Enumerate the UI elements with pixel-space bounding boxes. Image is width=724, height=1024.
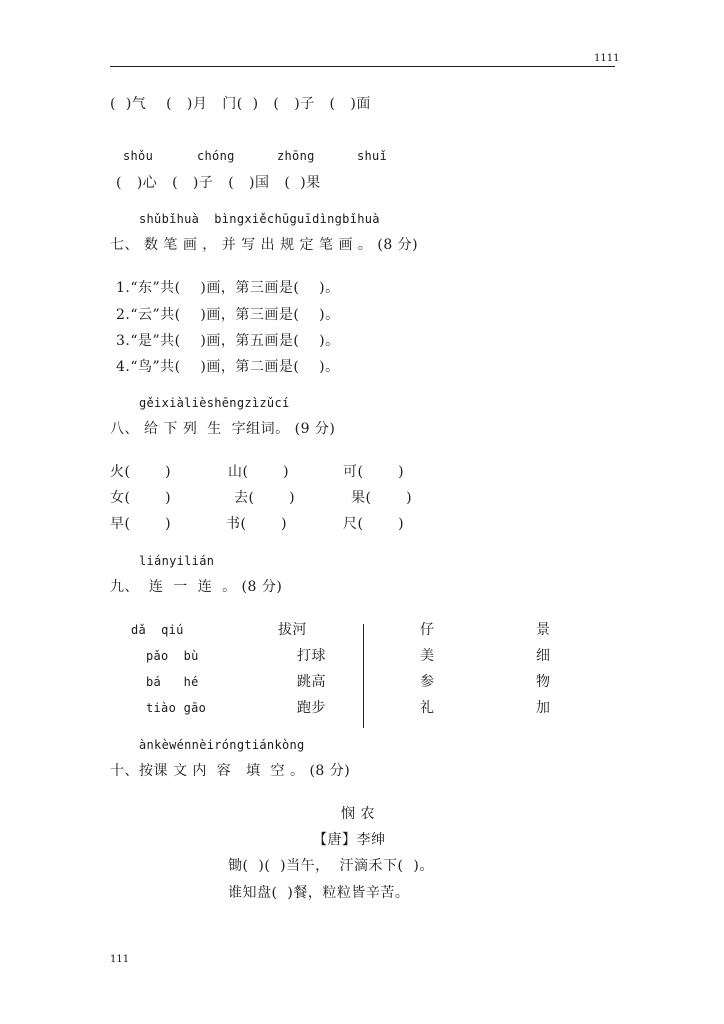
match-pinyin-2: pǎo bù xyxy=(146,649,199,663)
section-7-q1: 1.“东”共( )画，第三画是( )。 xyxy=(116,280,340,296)
section-8-r3c1: 早( ) xyxy=(110,516,172,532)
section-10-pinyin: ànkèwénnèiróngtiánkòng xyxy=(139,738,305,752)
fill-row-2: ( )心 ( )子 ( )国 ( )果 xyxy=(116,175,321,191)
section-8-pinyin: gěixiàlièshēngzìzǔcí xyxy=(139,396,290,410)
pinyin-shui: shuǐ xyxy=(357,149,388,163)
section-7-q4: 4.“鸟”共( )画，第二画是( )。 xyxy=(116,359,340,375)
match-word-3: 跳高 xyxy=(297,674,326,690)
match-pinyin-4: tiào gāo xyxy=(146,701,207,715)
poem-line-2: 谁知盘( )餐，粒粒皆辛苦。 xyxy=(228,885,410,901)
section-8-title: 八、 给 下 列 生 字组词。 (9 分) xyxy=(110,421,336,437)
match-left-char-2: 美 xyxy=(420,648,435,664)
match-right-char-4: 加 xyxy=(536,700,551,716)
pinyin-shou: shǒu xyxy=(123,149,154,163)
match-divider xyxy=(363,624,364,728)
poem-line-1: 锄( )( )当午， 汗滴禾下( )。 xyxy=(228,858,434,874)
match-right-char-2: 细 xyxy=(536,648,551,664)
section-8-r3c3: 尺( ) xyxy=(343,516,405,532)
section-8-r2c2: 去( ) xyxy=(234,490,296,506)
match-right-char-3: 物 xyxy=(536,674,551,690)
header-page-number: 1111 xyxy=(594,53,620,64)
section-9-title: 九、 连 一 连 。 (8 分) xyxy=(110,579,283,595)
section-7-pinyin: shǔbǐhuà bìngxiěchūguīdìngbǐhuà xyxy=(139,212,380,226)
pinyin-zhong: zhōng xyxy=(277,149,315,163)
section-8-r3c2: 书( ) xyxy=(226,516,288,532)
pinyin-chong: chóng xyxy=(197,149,235,163)
section-8-r2c1: 女( ) xyxy=(110,490,172,506)
fill-row-1: ( )气 ( )月 门( ) ( )子 ( )面 xyxy=(110,96,371,112)
header-rule xyxy=(110,66,615,67)
match-word-4: 跑步 xyxy=(297,700,326,716)
section-7-title: 七、 数 笔 画 ， 并 写 出 规 定 笔 画 。 (8 分) xyxy=(110,237,419,253)
match-pinyin-1: dǎ qiú xyxy=(131,623,184,637)
match-pinyin-3: bá hé xyxy=(146,675,199,689)
footer-page-number: 111 xyxy=(110,954,130,965)
match-left-char-4: 礼 xyxy=(420,700,435,716)
match-left-char-3: 参 xyxy=(420,674,435,690)
match-right-char-1: 景 xyxy=(536,622,551,638)
poem-title: 悯 农 xyxy=(341,806,375,822)
section-8-r1c1: 火( ) xyxy=(110,464,172,480)
poem-author: 【唐】李绅 xyxy=(313,832,386,848)
match-word-2: 打球 xyxy=(297,648,326,664)
section-7-q3: 3.“是”共( )画，第五画是( )。 xyxy=(116,333,340,349)
match-word-1: 拔河 xyxy=(278,622,307,638)
match-left-char-1: 仔 xyxy=(420,622,435,638)
section-8-r1c3: 可( ) xyxy=(343,464,405,480)
section-8-r2c3: 果( ) xyxy=(351,490,413,506)
section-7-q2: 2.“云”共( )画，第三画是( )。 xyxy=(116,307,340,323)
section-9-pinyin: liányilián xyxy=(139,554,215,568)
section-8-r1c2: 山( ) xyxy=(228,464,290,480)
section-10-title: 十、按课 文 内 容 填 空 。 (8 分) xyxy=(110,763,351,779)
